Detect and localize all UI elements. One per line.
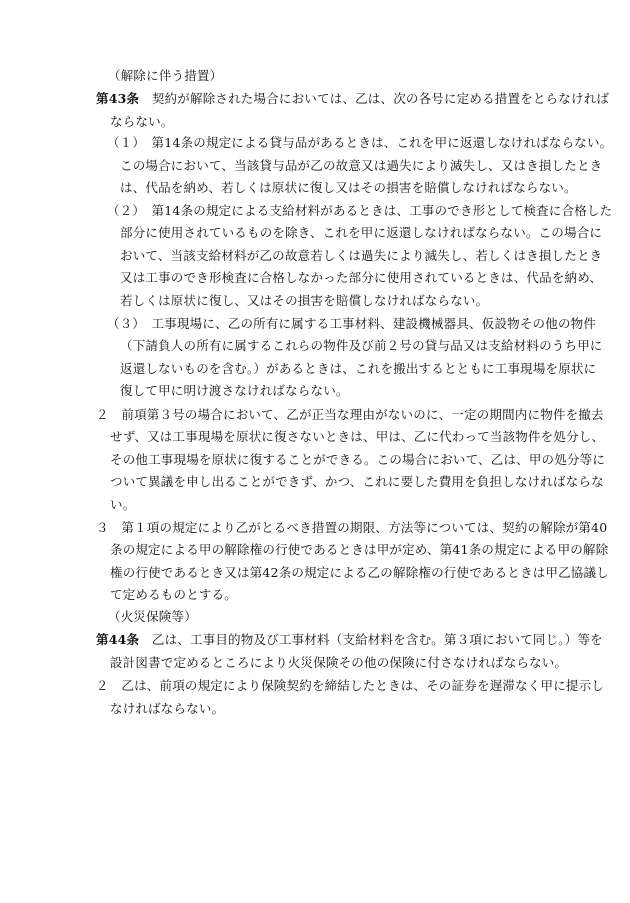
item-text: おいて、当該支給材料が乙の故意若しくは過失により滅失し、若しくはき損したとき bbox=[120, 248, 603, 263]
item-text: は、代品を納め、若しくは原状に復し又はその損害を賠償しなければならない。 bbox=[120, 180, 577, 195]
article-text: ならない。 bbox=[110, 114, 174, 129]
article-label: 第44条 bbox=[96, 632, 140, 647]
paragraph-number: ２ bbox=[96, 407, 109, 422]
paragraph-text: なければならない。 bbox=[110, 701, 225, 716]
paragraph-text: い。 bbox=[110, 497, 136, 512]
paragraph-number: ３ bbox=[96, 520, 109, 535]
item-text: 返還しないものを含む。）があるときは、これを搬出するとともに工事現場を原状に bbox=[120, 361, 597, 376]
paragraph-text: せず、又は工事現場を原状に復さないときは、甲は、乙に代わって当該物件を処分し、 bbox=[110, 429, 605, 444]
section-caption: （解除に伴う措置） bbox=[108, 68, 223, 83]
item-number: （３） bbox=[107, 316, 139, 331]
paragraph-2-line-1 bbox=[96, 678, 604, 694]
paragraph-text: 権の行使であるとき又は第42条の規定による乙の解除権の行使であるときは甲乙協議し bbox=[110, 565, 609, 580]
article-text: 契約が解除された場合においては、乙は、次の各号に定める措置をとらなければ bbox=[139, 91, 610, 106]
paragraph-number: ２ bbox=[96, 678, 109, 693]
article-text: 設計図書で定めるところにより火災保険その他の保険に付さなければならない。 bbox=[110, 655, 568, 670]
item-2-line-1 bbox=[107, 203, 612, 219]
item-text: この場合において、当該貸与品が乙の故意又は過失により滅失し、又はき損したとき bbox=[120, 158, 603, 173]
item-text: 第14条の規定による支給材料があるときは、工事のでき形として検査に合格した bbox=[138, 203, 613, 218]
paragraph-text: て定めるものとする。 bbox=[110, 587, 238, 602]
paragraph-text: ついて異議を申し出ることができず、かつ、これに要した費用を負担しなければならな bbox=[110, 474, 604, 489]
item-text: 部分に使用されているものを除き、これを甲に返還しなければならない。この場合に bbox=[120, 225, 603, 240]
item-number: （１） bbox=[107, 135, 139, 150]
item-text: （下請負人の所有に属するこれらの物件及び前２号の貸与品又は支給材料のうち甲に bbox=[120, 338, 603, 353]
article-label: 第43条 bbox=[96, 91, 140, 106]
item-text: 又は工事のでき形検査に合格しなかった部分に使用されているときは、代品を納め、 bbox=[120, 270, 603, 285]
paragraph-text: 乙は、前項の規定により保険契約を締結したときは、その証券を遅滞なく甲に提示し bbox=[108, 678, 605, 693]
item-number: （２） bbox=[107, 203, 139, 218]
section-caption: （火災保険等） bbox=[108, 609, 197, 624]
paragraph-3-line-1 bbox=[96, 520, 607, 536]
paragraph-text: 第１項の規定により乙がとるべき措置の期限、方法等については、契約の解除が第40 bbox=[108, 520, 608, 535]
article-43-line-1 bbox=[96, 91, 609, 107]
item-text: 第14条の規定による貸与品があるときは、これを甲に返還しなければならない。 bbox=[138, 135, 613, 150]
item-text: 若しくは原状に復し、又はその損害を賠償しなければならない。 bbox=[120, 293, 489, 308]
paragraph-text: 前項第３号の場合において、乙が正当な理由がないのに、一定の期間内に物件を撤去 bbox=[108, 407, 604, 422]
item-text: 工事現場に、乙の所有に属する工事材料、建設機械器具、仮設物その他の物件 bbox=[138, 316, 597, 331]
paragraph-text: その他工事現場を原状に復することができる。この場合において、乙は、甲の処分等に bbox=[110, 452, 606, 467]
article-text: 乙は、工事目的物及び工事材料（支給材料を含む。第３項において同じ。）等を bbox=[139, 632, 603, 647]
article-44-line-1 bbox=[96, 632, 603, 648]
paragraph-2-line-1 bbox=[96, 407, 604, 423]
item-1-line-1 bbox=[107, 135, 612, 151]
item-3-line-1 bbox=[107, 316, 596, 332]
paragraph-text: 条の規定による甲の解除権の行使であるときは甲が定め、第41条の規定による甲の解除 bbox=[110, 542, 609, 557]
item-text: 復して甲に明け渡さなければならない。 bbox=[120, 383, 349, 398]
